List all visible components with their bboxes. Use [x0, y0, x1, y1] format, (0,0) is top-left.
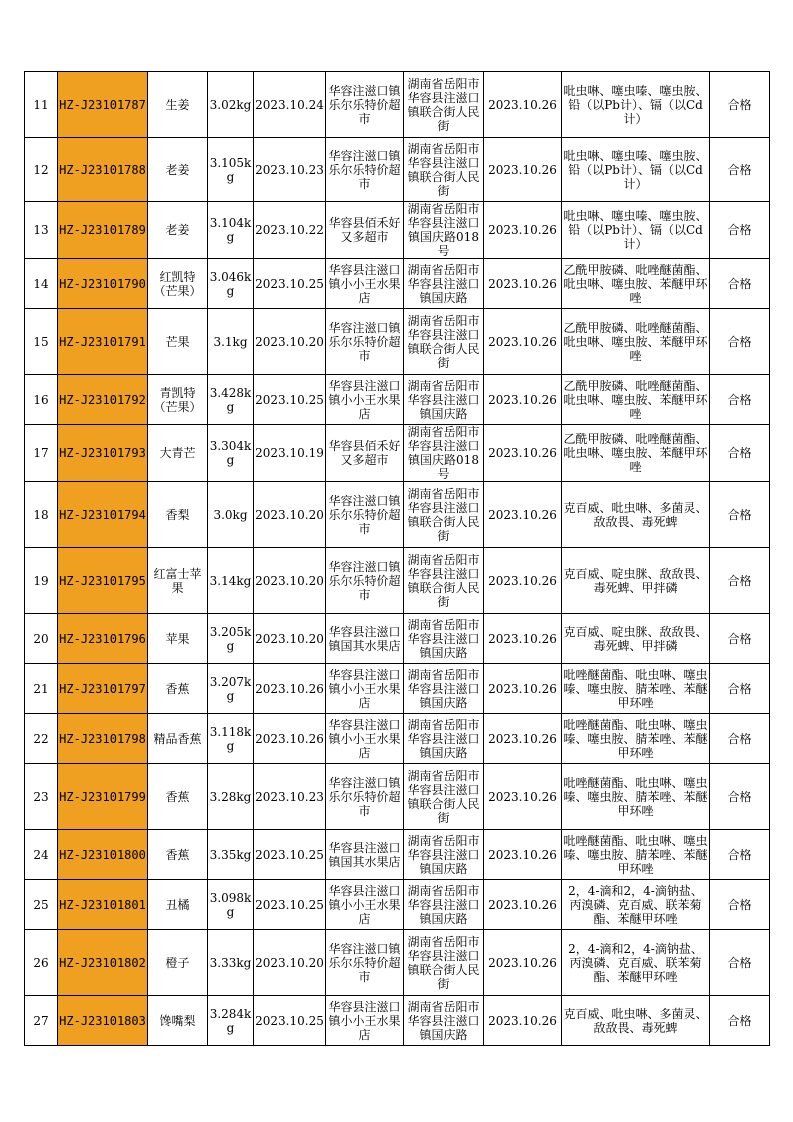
- row-number-cell: 16: [25, 375, 58, 425]
- table-row: [25, 614, 770, 664]
- sample-source-cell: 华容县注滋口镇小小王水果店: [326, 714, 404, 764]
- row-number-cell: 19: [25, 548, 58, 614]
- sampling-date-cell: 2023.10.25: [254, 996, 326, 1046]
- row-number-cell: 12: [25, 138, 58, 202]
- sampling-date-cell: 2023.10.20: [254, 548, 326, 614]
- source-address-cell: 湖南省岳阳市华容县注滋口镇国庆路: [404, 714, 484, 764]
- test-items-cell: 吡唑醚菌酯、吡虫啉、噻虫嗪、噻虫胺、腈苯唑、苯醚甲环唑: [562, 714, 710, 764]
- sampling-date-cell: 2023.10.23: [254, 138, 326, 202]
- row-number-cell: 26: [25, 930, 58, 996]
- test-items-cell: 克百威、啶虫脒、敌敌畏、毒死蜱、甲拌磷: [562, 614, 710, 664]
- sampling-date-cell: 2023.10.25: [254, 375, 326, 425]
- row-number-cell: 27: [25, 996, 58, 1046]
- sample-weight-cell: 3.105kg: [208, 138, 254, 202]
- sampling-date-cell: 2023.10.26: [254, 714, 326, 764]
- sample-name-cell: 香蕉: [148, 830, 208, 880]
- test-items-cell: 吡唑醚菌酯、吡虫啉、噻虫嗪、噻虫胺、腈苯唑、苯醚甲环唑: [562, 764, 710, 830]
- test-items-cell: 吡唑醚菌酯、吡虫啉、噻虫嗪、噻虫胺、腈苯唑、苯醚甲环唑: [562, 664, 710, 714]
- report-date-cell: 2023.10.26: [484, 714, 562, 764]
- row-number-cell: 18: [25, 482, 58, 548]
- table-row: [25, 764, 770, 830]
- table-row: [25, 714, 770, 764]
- row-number-cell: 23: [25, 764, 58, 830]
- test-result-cell: 合格: [710, 375, 770, 425]
- sample-name-cell: 香蕉: [148, 764, 208, 830]
- test-result-cell: 合格: [710, 764, 770, 830]
- table-row: [25, 880, 770, 930]
- sampling-date-cell: 2023.10.24: [254, 72, 326, 138]
- report-date-cell: 2023.10.26: [484, 830, 562, 880]
- sample-weight-cell: 3.33kg: [208, 930, 254, 996]
- sample-source-cell: 华容县注滋口镇小小王水果店: [326, 880, 404, 930]
- sample-name-cell: 丑橘: [148, 880, 208, 930]
- table-row: [25, 664, 770, 714]
- sampling-date-cell: 2023.10.26: [254, 664, 326, 714]
- source-address-cell: 湖南省岳阳市华容县注滋口镇联合街人民街: [404, 930, 484, 996]
- sample-name-cell: 香梨: [148, 482, 208, 548]
- sample-code-cell: HZ-J23101791: [58, 309, 148, 375]
- sampling-date-cell: 2023.10.20: [254, 482, 326, 548]
- test-items-cell: 2，4-滴和2，4-滴钠盐、丙溴磷、克百威、联苯菊酯、苯醚甲环唑: [562, 930, 710, 996]
- sample-weight-cell: 3.35kg: [208, 830, 254, 880]
- sample-name-cell: 精品香蕉: [148, 714, 208, 764]
- sample-name-cell: 芒果: [148, 309, 208, 375]
- sample-name-cell: 红富士苹果: [148, 548, 208, 614]
- sample-name-cell: 老姜: [148, 138, 208, 202]
- source-address-cell: 湖南省岳阳市华容县注滋口镇国庆路: [404, 375, 484, 425]
- report-date-cell: 2023.10.26: [484, 202, 562, 259]
- row-number-cell: 14: [25, 259, 58, 309]
- source-address-cell: 湖南省岳阳市华容县注滋口镇国庆路: [404, 614, 484, 664]
- sample-source-cell: 华容注滋口镇乐尔乐特价超市: [326, 482, 404, 548]
- sample-weight-cell: 3.118kg: [208, 714, 254, 764]
- sample-source-cell: 华容县注滋口镇小小王水果店: [326, 259, 404, 309]
- report-date-cell: 2023.10.26: [484, 996, 562, 1046]
- row-number-cell: 20: [25, 614, 58, 664]
- sample-source-cell: 华容县注滋口镇小小王水果店: [326, 996, 404, 1046]
- sample-source-cell: 华容县佰禾好又多超市: [326, 202, 404, 259]
- table-row: [25, 548, 770, 614]
- test-result-cell: 合格: [710, 830, 770, 880]
- sample-weight-cell: 3.205kg: [208, 614, 254, 664]
- test-result-cell: 合格: [710, 714, 770, 764]
- sample-weight-cell: 3.14kg: [208, 548, 254, 614]
- row-number-cell: 17: [25, 425, 58, 482]
- report-date-cell: 2023.10.26: [484, 425, 562, 482]
- test-result-cell: 合格: [710, 548, 770, 614]
- table-row: [25, 375, 770, 425]
- sample-name-cell: 大青芒: [148, 425, 208, 482]
- source-address-cell: 湖南省岳阳市华容县注滋口镇国庆路018号: [404, 425, 484, 482]
- sample-code-cell: HZ-J23101788: [58, 138, 148, 202]
- report-date-cell: 2023.10.26: [484, 72, 562, 138]
- sample-weight-cell: 3.0kg: [208, 482, 254, 548]
- report-date-cell: 2023.10.26: [484, 614, 562, 664]
- sample-weight-cell: 3.304kg: [208, 425, 254, 482]
- source-address-cell: 湖南省岳阳市华容县注滋口镇联合街人民街: [404, 138, 484, 202]
- sampling-date-cell: 2023.10.19: [254, 425, 326, 482]
- test-result-cell: 合格: [710, 880, 770, 930]
- sample-code-cell: HZ-J23101794: [58, 482, 148, 548]
- report-date-cell: 2023.10.26: [484, 138, 562, 202]
- source-address-cell: 湖南省岳阳市华容县注滋口镇联合街人民街: [404, 482, 484, 548]
- sample-code-cell: HZ-J23101801: [58, 880, 148, 930]
- sample-code-cell: HZ-J23101787: [58, 72, 148, 138]
- report-date-cell: 2023.10.26: [484, 764, 562, 830]
- source-address-cell: 湖南省岳阳市华容县注滋口镇国庆路: [404, 259, 484, 309]
- test-items-cell: 2，4-滴和2，4-滴钠盐、丙溴磷、克百威、联苯菊酯、苯醚甲环唑: [562, 880, 710, 930]
- sample-weight-cell: 3.284kg: [208, 996, 254, 1046]
- sample-name-cell: 香蕉: [148, 664, 208, 714]
- test-items-cell: 吡唑醚菌酯、吡虫啉、噻虫嗪、噻虫胺、腈苯唑、苯醚甲环唑: [562, 830, 710, 880]
- sample-name-cell: 老姜: [148, 202, 208, 259]
- sample-name-cell: 青凯特（芒果）: [148, 375, 208, 425]
- test-items-cell: 克百威、吡虫啉、多菌灵、敌敌畏、毒死蜱: [562, 996, 710, 1046]
- table-row: [25, 930, 770, 996]
- test-items-cell: 乙酰甲胺磷、吡唑醚菌酯、吡虫啉、噻虫胺、苯醚甲环唑: [562, 309, 710, 375]
- sampling-date-cell: 2023.10.25: [254, 880, 326, 930]
- sample-source-cell: 华容县注滋口镇国其水果店: [326, 614, 404, 664]
- table-row: [25, 830, 770, 880]
- test-items-cell: 乙酰甲胺磷、吡唑醚菌酯、吡虫啉、噻虫胺、苯醚甲环唑: [562, 425, 710, 482]
- table-row: [25, 425, 770, 482]
- sample-weight-cell: 3.104kg: [208, 202, 254, 259]
- test-items-cell: 克百威、吡虫啉、多菌灵、敌敌畏、毒死蜱: [562, 482, 710, 548]
- report-date-cell: 2023.10.26: [484, 259, 562, 309]
- report-date-cell: 2023.10.26: [484, 375, 562, 425]
- sample-code-cell: HZ-J23101802: [58, 930, 148, 996]
- test-items-cell: 克百威、啶虫脒、敌敌畏、毒死蜱、甲拌磷: [562, 548, 710, 614]
- sampling-date-cell: 2023.10.25: [254, 830, 326, 880]
- test-result-cell: 合格: [710, 996, 770, 1046]
- sample-source-cell: 华容县注滋口镇小小王水果店: [326, 375, 404, 425]
- test-result-cell: 合格: [710, 930, 770, 996]
- sample-source-cell: 华容注滋口镇乐尔乐特价超市: [326, 764, 404, 830]
- test-result-cell: 合格: [710, 482, 770, 548]
- sample-weight-cell: 3.428kg: [208, 375, 254, 425]
- source-address-cell: 湖南省岳阳市华容县注滋口镇国庆路018号: [404, 202, 484, 259]
- sampling-date-cell: 2023.10.22: [254, 202, 326, 259]
- sample-code-cell: HZ-J23101796: [58, 614, 148, 664]
- sample-source-cell: 华容县佰禾好又多超市: [326, 425, 404, 482]
- report-date-cell: 2023.10.26: [484, 880, 562, 930]
- sample-code-cell: HZ-J23101793: [58, 425, 148, 482]
- test-items-cell: 吡虫啉、噻虫嗪、噻虫胺、铅（以Pb计）、镉（以Cd计）: [562, 72, 710, 138]
- report-date-cell: 2023.10.26: [484, 664, 562, 714]
- sample-source-cell: 华容注滋口镇乐尔乐特价超市: [326, 72, 404, 138]
- report-date-cell: 2023.10.26: [484, 309, 562, 375]
- sample-code-cell: HZ-J23101803: [58, 996, 148, 1046]
- table-row: [25, 138, 770, 202]
- row-number-cell: 22: [25, 714, 58, 764]
- sample-source-cell: 华容县注滋口镇小小王水果店: [326, 664, 404, 714]
- source-address-cell: 湖南省岳阳市华容县注滋口镇联合街人民街: [404, 764, 484, 830]
- sampling-date-cell: 2023.10.20: [254, 614, 326, 664]
- sample-weight-cell: 3.098kg: [208, 880, 254, 930]
- sample-weight-cell: 3.046kg: [208, 259, 254, 309]
- sample-code-cell: HZ-J23101790: [58, 259, 148, 309]
- test-result-cell: 合格: [710, 202, 770, 259]
- row-number-cell: 15: [25, 309, 58, 375]
- row-number-cell: 11: [25, 72, 58, 138]
- table-row: [25, 202, 770, 259]
- table-row: [25, 309, 770, 375]
- sample-source-cell: 华容注滋口镇乐尔乐特价超市: [326, 930, 404, 996]
- report-date-cell: 2023.10.26: [484, 930, 562, 996]
- report-date-cell: 2023.10.26: [484, 482, 562, 548]
- sample-source-cell: 华容注滋口镇乐尔乐特价超市: [326, 138, 404, 202]
- sample-name-cell: 橙子: [148, 930, 208, 996]
- test-items-cell: 乙酰甲胺磷、吡唑醚菌酯、吡虫啉、噻虫胺、苯醚甲环唑: [562, 375, 710, 425]
- test-items-cell: 吡虫啉、噻虫嗪、噻虫胺、铅（以Pb计）、镉（以Cd计）: [562, 202, 710, 259]
- source-address-cell: 湖南省岳阳市华容县注滋口镇联合街人民街: [404, 309, 484, 375]
- sample-name-cell: 生姜: [148, 72, 208, 138]
- test-result-cell: 合格: [710, 72, 770, 138]
- table-row: [25, 259, 770, 309]
- sampling-date-cell: 2023.10.23: [254, 764, 326, 830]
- source-address-cell: 湖南省岳阳市华容县注滋口镇国庆路: [404, 830, 484, 880]
- source-address-cell: 湖南省岳阳市华容县注滋口镇联合街人民街: [404, 72, 484, 138]
- source-address-cell: 湖南省岳阳市华容县注滋口镇国庆路: [404, 996, 484, 1046]
- sample-weight-cell: 3.02kg: [208, 72, 254, 138]
- source-address-cell: 湖南省岳阳市华容县注滋口镇国庆路: [404, 664, 484, 714]
- test-result-cell: 合格: [710, 259, 770, 309]
- sample-code-cell: HZ-J23101792: [58, 375, 148, 425]
- test-items-cell: 吡虫啉、噻虫嗪、噻虫胺、铅（以Pb计）、镉（以Cd计）: [562, 138, 710, 202]
- row-number-cell: 24: [25, 830, 58, 880]
- sample-weight-cell: 3.28kg: [208, 764, 254, 830]
- table-row: [25, 72, 770, 138]
- sample-weight-cell: 3.207kg: [208, 664, 254, 714]
- table-row: [25, 996, 770, 1046]
- table-body: [25, 72, 770, 1046]
- sample-code-cell: HZ-J23101800: [58, 830, 148, 880]
- sample-weight-cell: 3.1kg: [208, 309, 254, 375]
- results-table: [24, 71, 770, 1046]
- test-result-cell: 合格: [710, 614, 770, 664]
- table-row: [25, 482, 770, 548]
- sample-name-cell: 红凯特（芒果）: [148, 259, 208, 309]
- row-number-cell: 25: [25, 880, 58, 930]
- sample-source-cell: 华容县注滋口镇国其水果店: [326, 830, 404, 880]
- sample-name-cell: 馋嘴梨: [148, 996, 208, 1046]
- sample-code-cell: HZ-J23101797: [58, 664, 148, 714]
- source-address-cell: 湖南省岳阳市华容县注滋口镇联合街人民街: [404, 548, 484, 614]
- sample-code-cell: HZ-J23101789: [58, 202, 148, 259]
- row-number-cell: 21: [25, 664, 58, 714]
- row-number-cell: 13: [25, 202, 58, 259]
- sampling-date-cell: 2023.10.20: [254, 930, 326, 996]
- sample-code-cell: HZ-J23101799: [58, 764, 148, 830]
- test-items-cell: 乙酰甲胺磷、吡唑醚菌酯、吡虫啉、噻虫胺、苯醚甲环唑: [562, 259, 710, 309]
- sample-source-cell: 华容注滋口镇乐尔乐特价超市: [326, 309, 404, 375]
- sample-name-cell: 苹果: [148, 614, 208, 664]
- sample-code-cell: HZ-J23101795: [58, 548, 148, 614]
- sampling-date-cell: 2023.10.25: [254, 259, 326, 309]
- test-result-cell: 合格: [710, 425, 770, 482]
- sample-code-cell: HZ-J23101798: [58, 714, 148, 764]
- test-result-cell: 合格: [710, 138, 770, 202]
- test-result-cell: 合格: [710, 664, 770, 714]
- source-address-cell: 湖南省岳阳市华容县注滋口镇国庆路: [404, 880, 484, 930]
- report-date-cell: 2023.10.26: [484, 548, 562, 614]
- sample-source-cell: 华容注滋口镇乐尔乐特价超市: [326, 548, 404, 614]
- sampling-date-cell: 2023.10.20: [254, 309, 326, 375]
- test-result-cell: 合格: [710, 309, 770, 375]
